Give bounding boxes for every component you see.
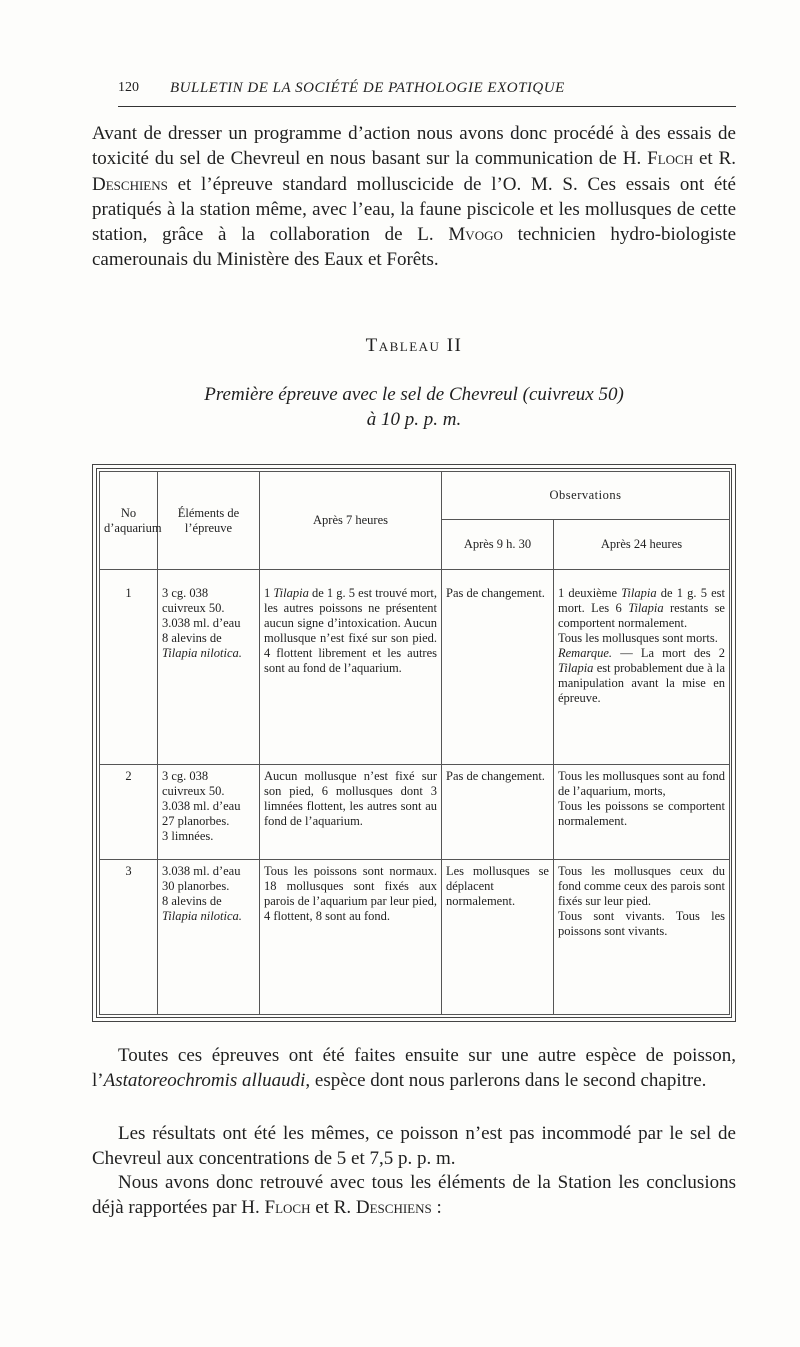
cell-paragraph xyxy=(558,646,725,706)
row-after-24h xyxy=(554,765,730,860)
species-name: Tilapia nilotica. xyxy=(162,909,242,923)
element-text: 8 alevins de xyxy=(162,631,222,645)
row-number: 2 xyxy=(100,765,158,860)
cell-paragraph: Tous les mollusques sont au fond de l’aquarium, morts, xyxy=(558,769,725,798)
species-name: Tilapia xyxy=(628,601,664,615)
row-after-7h: Aucun mollusque n’est fixé sur son pied, 6 mollusques dont 3 limnées flottent, les autres sont au fond de l’aquarium. xyxy=(260,765,442,860)
row-elements xyxy=(158,765,260,860)
element-text: 8 alevins de xyxy=(162,894,222,908)
cell-text: 1 deuxième xyxy=(558,586,622,600)
element-item: 3 cg. 038 cuivreux 50. xyxy=(162,586,225,615)
row-after-9h30: Les mollusques se déplacent normalement. xyxy=(442,860,554,1015)
row-after-7h: Tous les poissons sont normaux. 18 mollusques sont fixés aux parois de l’aquarium par leur pied, 4 flottent, 8 sont au fond. xyxy=(260,860,442,1015)
row-elements xyxy=(158,860,260,1015)
cell-paragraph xyxy=(558,586,725,631)
element-item: 27 planorbes. xyxy=(162,814,230,828)
element-item: 3 cg. 038 cuivreux 50. xyxy=(162,769,225,798)
header-elements: Éléments de l’épreuve xyxy=(158,472,260,570)
cell-text: de 1 g. 5 est mort. Les 6 xyxy=(558,586,725,615)
species-name: Tilapia nilotica. xyxy=(162,646,242,660)
cell-paragraph: Tous les mollusques sont morts. xyxy=(558,631,718,645)
outro-text: Nous avons donc retrouvé avec tous les éléments de la Station les conclusions déjà rapportées par H. xyxy=(92,1172,736,1219)
table-title: Tableau II xyxy=(365,335,463,356)
element-item: 3.038 ml. d’eau xyxy=(162,864,241,878)
author-deschiens: Deschiens xyxy=(355,1197,432,1219)
element-item xyxy=(162,894,255,924)
intro-text-4: technicien hydro-biologiste camerounais du Ministère des Eaux et Forêts. xyxy=(92,224,737,271)
row-after-24h xyxy=(554,570,730,765)
species-name: Tilapia xyxy=(273,586,309,600)
table-subtitle-line2: à 10 p. p. m. xyxy=(366,409,462,430)
remark-label: Remarque. xyxy=(558,646,613,660)
page-header xyxy=(118,80,736,107)
author-mvogo: Mvogo xyxy=(448,224,503,246)
outro-paragraph-1 xyxy=(92,1043,736,1094)
outro-paragraph-3 xyxy=(92,1170,736,1221)
cell-paragraph: Tous les mollusques ceux du fond comme ceux des parois sont fixés sur leur pied. xyxy=(558,864,725,908)
row-after-7h xyxy=(260,570,442,765)
header-after-24h: Après 24 heures xyxy=(554,520,730,570)
header-observations: Observations xyxy=(442,472,730,520)
row-after-9h30: Pas de changement. xyxy=(442,570,554,765)
row-after-9h30: Pas de changement. xyxy=(442,765,554,860)
cell-paragraph: Tous les poissons se comportent normalement. xyxy=(558,799,725,828)
row-number: 1 xyxy=(100,570,158,765)
observations-table xyxy=(99,471,730,1015)
species-name: Tilapia xyxy=(558,661,594,675)
cell-text: 1 xyxy=(264,586,274,600)
intro-paragraph xyxy=(92,121,736,273)
intro-text-2: et R. xyxy=(693,148,737,170)
table-row xyxy=(100,860,730,1015)
author-floch: Floch xyxy=(264,1197,311,1219)
row-number: 3 xyxy=(100,860,158,1015)
intro-text-3: et l’épreuve standard molluscicide de l’O. M. S. Ces essais ont été pratiqués à la station même, avec l’eau, la faune piscicole et les mollusques de cette station, grâce à la collaboration de L. xyxy=(92,173,736,246)
header-after-7h: Après 7 heures xyxy=(260,472,442,570)
author-deschiens: Deschiens xyxy=(92,173,168,195)
table-subtitle xyxy=(92,382,736,432)
species-name: Tilapia xyxy=(621,586,657,600)
cell-paragraph: Tous sont vivants. Tous les poissons sont vivants. xyxy=(558,909,725,938)
outro-paragraph-2: Les résultats ont été les mêmes, ce poisson n’est pas incommodé par le sel de Chevreul aux concentrations de 5 et 7,5 p. p. m. xyxy=(92,1123,736,1170)
element-item: 3 limnées. xyxy=(162,829,214,843)
outro-text: Toutes ces épreuves ont été faites ensuite sur une autre espèce de poisson, l’ xyxy=(92,1045,736,1092)
cell-text: de 1 g. 5 est trouvé mort, les autres poissons ne présentent aucun signe d’intoxication. Aucun mollusque n’est fixé sur son pied. 4 flottent librement et les autres sont au fond de l’aquarium. xyxy=(264,586,437,675)
cell-text: — La mort des 2 xyxy=(612,646,725,660)
element-item xyxy=(162,631,255,661)
running-title: BULLETIN DE LA SOCIÉTÉ DE PATHOLOGIE EXOTIQUE xyxy=(170,80,565,96)
table-subtitle-line1: Première épreuve avec le sel de Chevreul (cuivreux 50) xyxy=(204,384,624,405)
author-floch: Floch xyxy=(647,148,694,170)
table-row xyxy=(100,570,730,765)
table-row xyxy=(100,765,730,860)
element-item: 30 planorbes. xyxy=(162,879,230,893)
outro-text: et R. xyxy=(310,1197,356,1219)
row-elements xyxy=(158,570,260,765)
row-after-24h xyxy=(554,860,730,1015)
species-name: Astatoreochromis alluaudi xyxy=(103,1070,306,1092)
outro-text: , espèce dont nous parlerons dans le second chapitre. xyxy=(305,1070,707,1092)
element-item: 3.038 ml. d’eau xyxy=(162,616,241,630)
element-item: 3.038 ml. d’eau xyxy=(162,799,241,813)
header-after-9h30: Après 9 h. 30 xyxy=(442,520,554,570)
page-number: 120 xyxy=(118,80,139,95)
cell-text: est probablement due à la manipulation avant la mise en épreuve. xyxy=(558,661,725,705)
intro-text-1: Avant de dresser un programme d’action nous avons donc procédé à des essais de toxicité du sel de Chevreul en nous basant sur la communication de H. xyxy=(92,123,736,170)
outro-text: : xyxy=(431,1197,442,1219)
cell-text: restants se comportent normalement. xyxy=(558,601,725,630)
header-aquarium-number: No d’aquarium xyxy=(100,472,158,570)
